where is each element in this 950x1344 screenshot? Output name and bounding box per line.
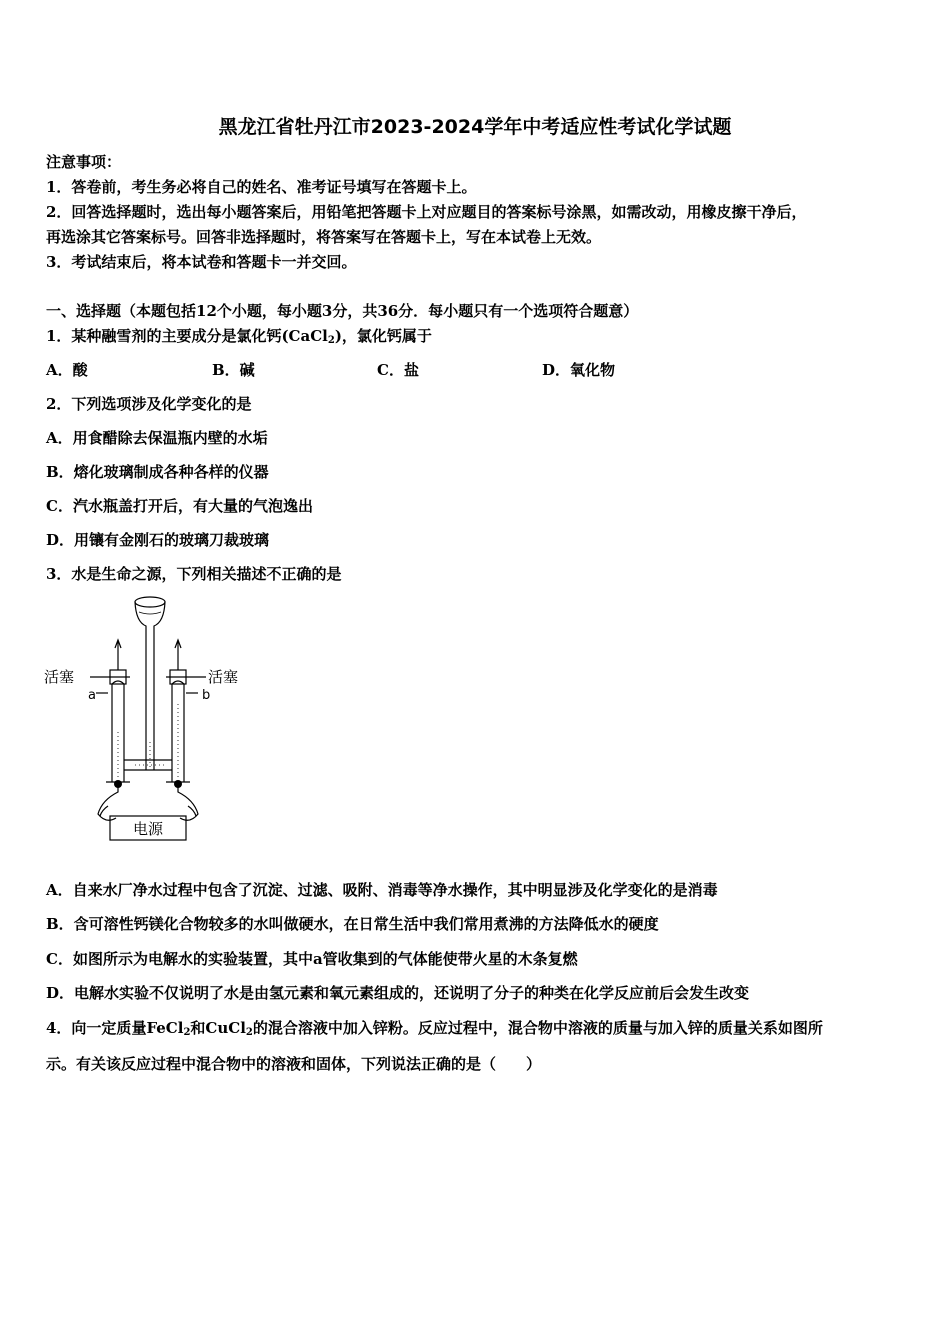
question-1-option-a: A．酸 (46, 361, 88, 379)
question-4-stem-line-2: 示。有关该反应过程中混合物中的溶液和固体，下列说法正确的是（ ） (46, 1055, 542, 1073)
question-1-option-c: C．盐 (377, 361, 419, 379)
question-3-option-a: A．自来水厂净水过程中包含了沉淀、过滤、吸附、消毒等净水操作，其中明显涉及化学变化的是消毒 (46, 881, 718, 899)
tube-a-label: a (88, 688, 96, 703)
question-2-option-c: C．汽水瓶盖打开后，有大量的气泡逸出 (46, 497, 313, 515)
power-source-label: 电源 (133, 820, 164, 838)
question-2-stem: 2．下列选项涉及化学变化的是 (46, 395, 252, 413)
question-2-option-b: B．熔化玻璃制成各种各样的仪器 (46, 463, 269, 481)
section-heading: 一、选择题（本题包括12个小题，每小题3分，共36分．每小题只有一个选项符合题意） (46, 302, 639, 320)
question-3-option-b: B．含可溶性钙镁化合物较多的水叫做硬水，在日常生活中我们常用煮沸的方法降低水的硬度 (46, 915, 659, 933)
question-1-option-d: D．氧化物 (542, 361, 616, 379)
question-3-option-d: D．电解水实验不仅说明了水是由氢元素和氧元素组成的，还说明了分子的种类在化学反应前后会发生改变 (46, 984, 750, 1002)
question-2-option-d: D．用镶有金刚石的玻璃刀裁玻璃 (46, 531, 270, 549)
question-1-option-b: B．碱 (212, 361, 255, 379)
notice-item-3: 3．考试结束后，将本试卷和答题卡一并交回。 (46, 253, 357, 271)
question-3-stem: 3．水是生命之源，下列相关描述不正确的是 (46, 565, 342, 583)
question-4-stem-line-1: 4．向一定质量FeCl$_2$和CuCl$_2$的混合溶液中加入锌粉。反应过程中，混合物中溶液的质量与加入锌的质量关系如图所 (46, 1019, 823, 1038)
question-2-option-a: A．用食醋除去保温瓶内壁的水垢 (46, 429, 268, 447)
notice-item-1: 1．答卷前，考生务必将自己的姓名、准考证号填写在答题卡上。 (46, 178, 477, 196)
notice-heading: 注意事项： (46, 153, 122, 171)
electrolysis-apparatus-drawing (40, 592, 250, 852)
question-1-stem: 1．某种融雪剂的主要成分是氯化钙(CaCl$_2$)，氯化钙属于 (46, 327, 432, 346)
question-3-option-c: C．如图所示为电解水的实验装置，其中a管收集到的气体能使带火星的木条复燃 (46, 950, 578, 968)
left-stopcock-label: 活塞 (44, 668, 75, 686)
notice-item-2-cont: 再选涂其它答案标号。回答非选择题时，将答案写在答题卡上，写在本试卷上无效。 (46, 228, 602, 246)
page-title: 黑龙江省牡丹江市2023-2024学年中考适应性考试化学试题 (218, 116, 732, 138)
tube-b-label: b (202, 688, 211, 703)
electrolysis-apparatus-figure (40, 592, 250, 852)
right-stopcock-label: 活塞 (208, 668, 239, 686)
notice-item-2: 2．回答选择题时，选出每小题答案后，用铅笔把答题卡上对应题目的答案标号涂黑，如需改动，用橡皮擦干净后， (46, 203, 807, 221)
